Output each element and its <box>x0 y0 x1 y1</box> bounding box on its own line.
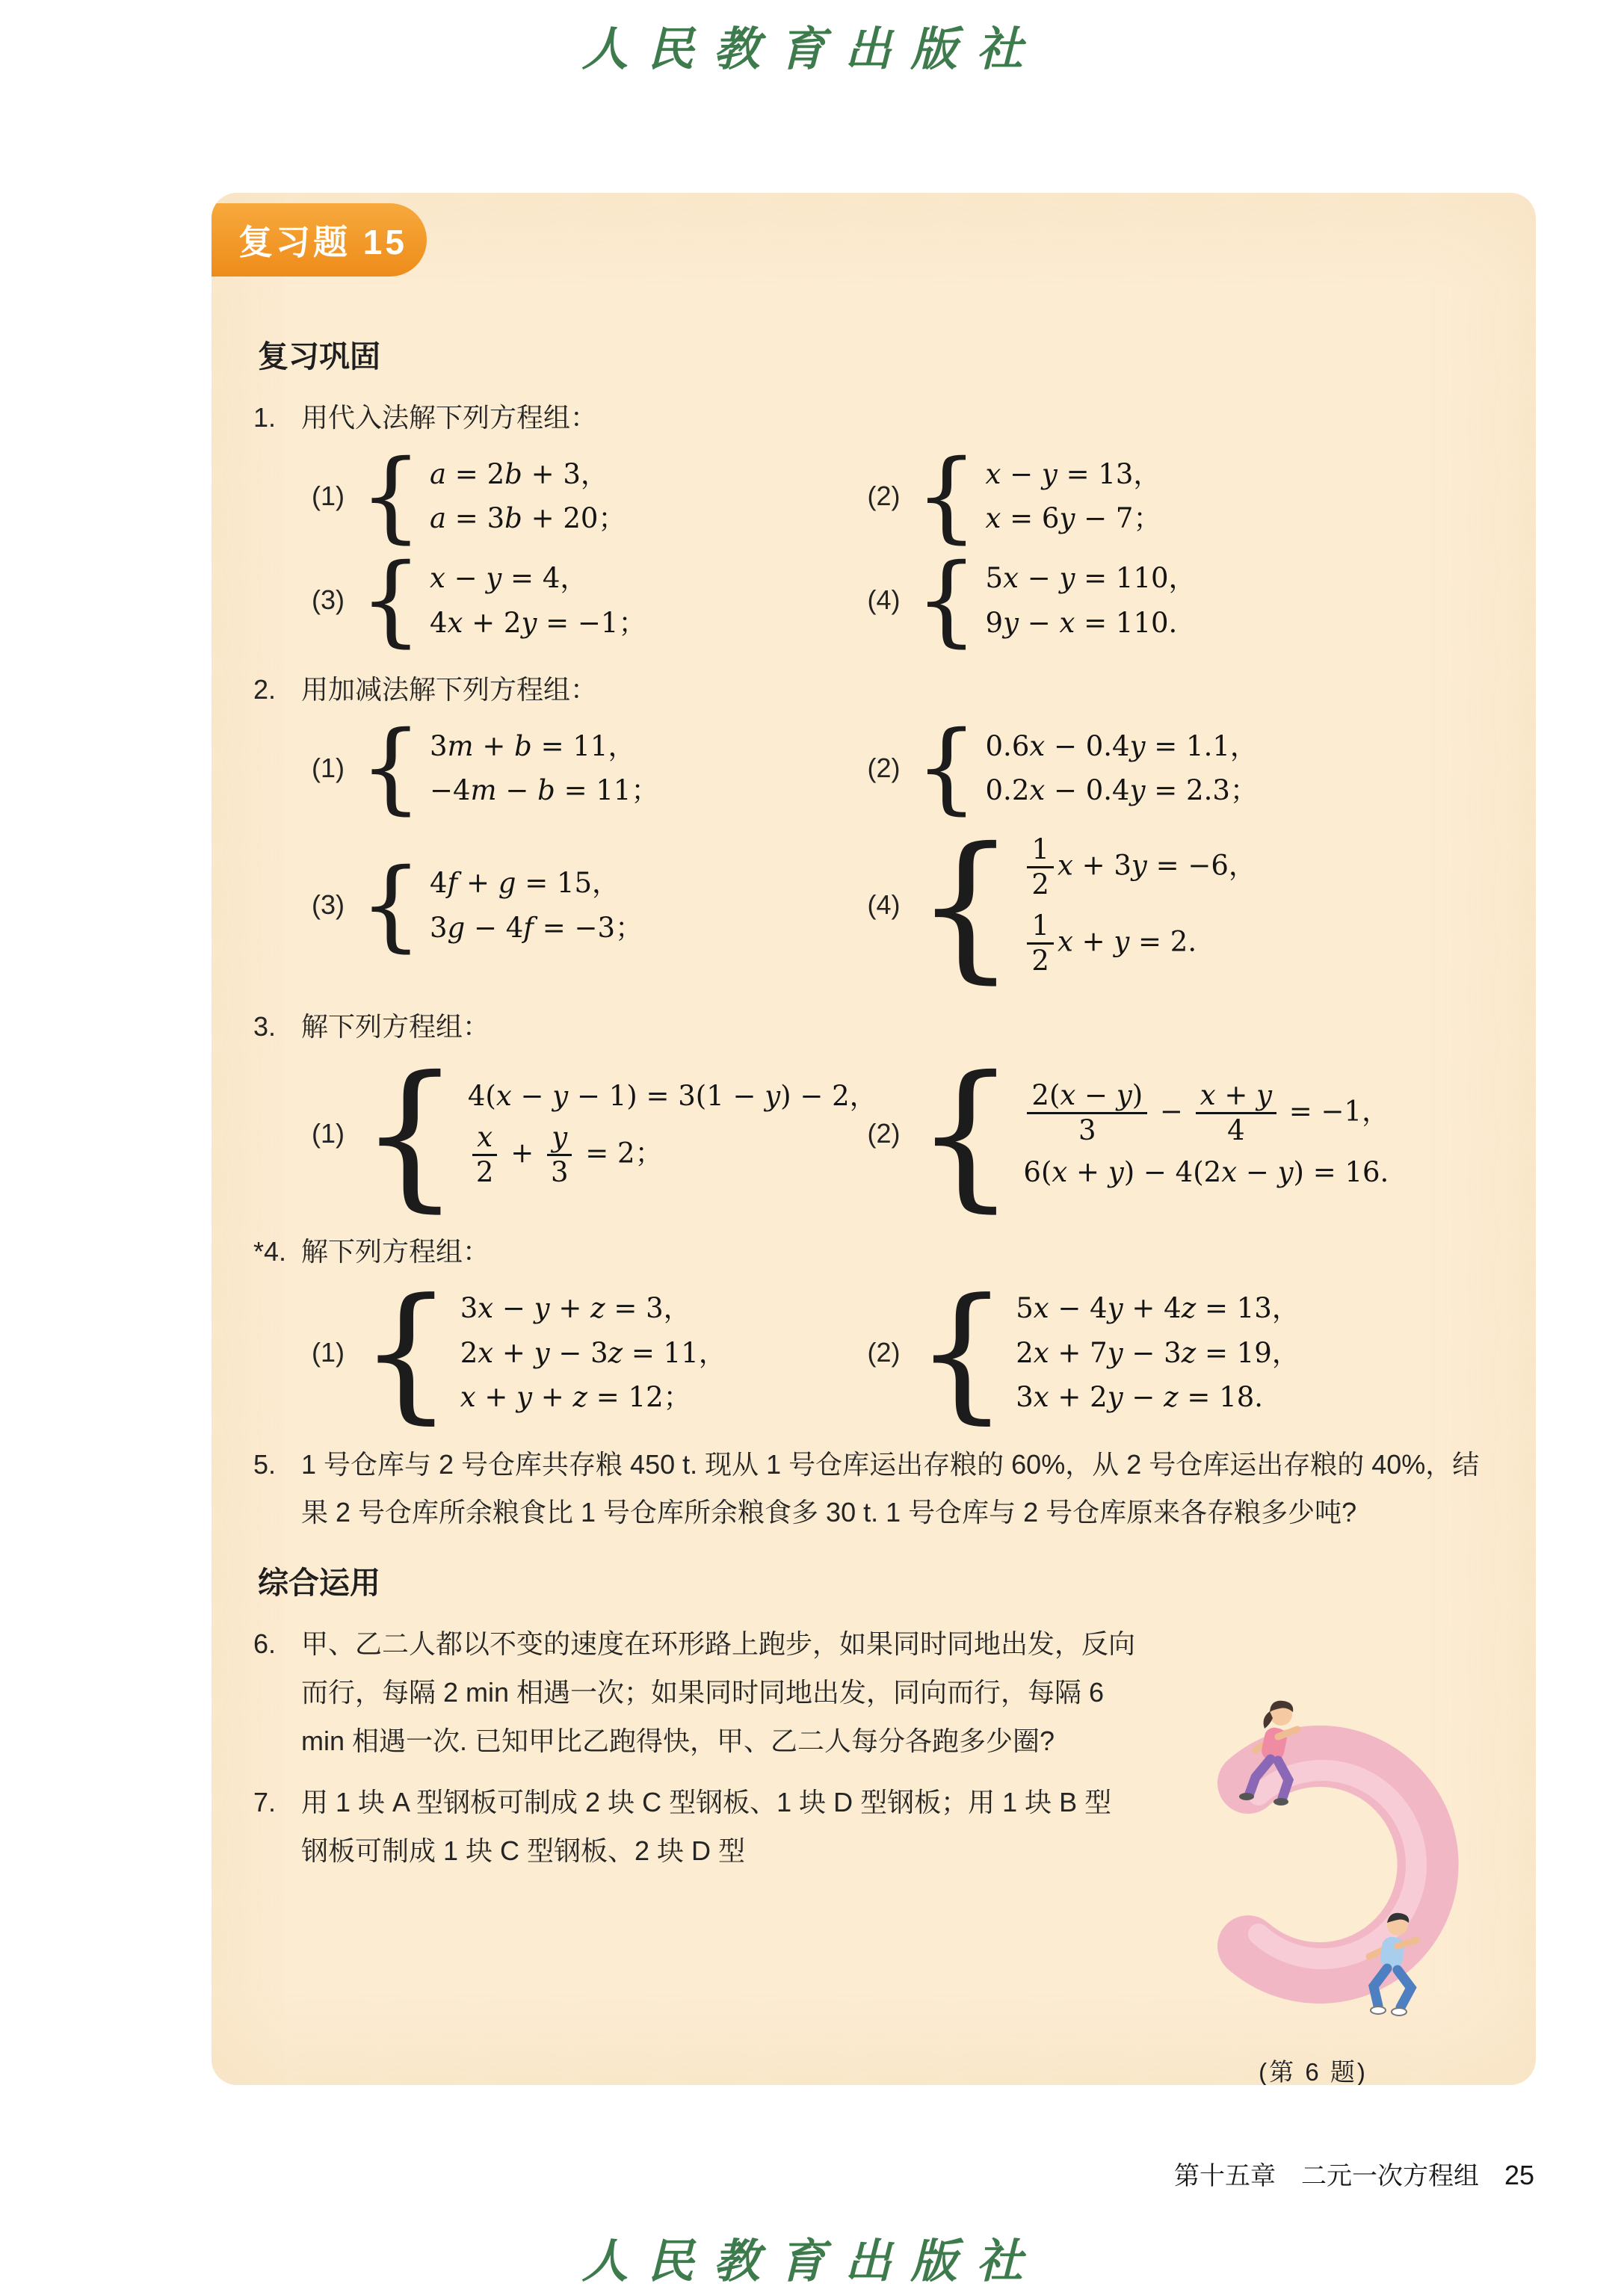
section-heading: 综合运用 <box>258 1566 380 1601</box>
problem-body <box>301 394 1494 658</box>
page-number: 25 <box>1504 2160 1534 2190</box>
equation-system <box>312 438 868 554</box>
fraction <box>472 1121 498 1190</box>
problem-body <box>301 1441 1494 1539</box>
problem-number: 2. <box>253 673 277 705</box>
equation-lines <box>430 723 658 815</box>
equation-line: 2x + y − 3z = 11， <box>460 1336 726 1369</box>
equation-system <box>867 1042 1494 1227</box>
system-label: (1) <box>312 1337 345 1368</box>
problem-number: *4. <box>253 1235 287 1267</box>
figure-problem6 <box>1134 1671 1492 2085</box>
system-label: (4) <box>867 584 901 616</box>
equation-system <box>312 847 868 963</box>
problem-number: 5. <box>253 1448 277 1480</box>
equation-lines <box>468 1072 877 1197</box>
left-brace: { <box>915 543 978 658</box>
left-brace: { <box>359 710 422 826</box>
page-footer <box>1174 2155 1534 2192</box>
fraction <box>546 1121 573 1190</box>
system-label: (3) <box>312 889 345 921</box>
equation-system <box>867 710 1494 826</box>
fraction-numerator: x + y <box>1196 1079 1276 1114</box>
problem <box>253 1228 1494 1439</box>
equation-line: 4f + g = 15， <box>429 867 620 900</box>
equation-line: a = 2b + 3， <box>429 457 608 490</box>
equation-lines <box>1023 1072 1389 1197</box>
equation-line: $\frac{1}{2}$ x + y = 2. <box>1023 909 1256 978</box>
panel-content <box>253 332 1494 1889</box>
problem-body <box>301 1003 1494 1227</box>
problem-text: 用加减法解下列方程组： <box>301 673 598 705</box>
problem <box>253 394 1494 658</box>
problem-body <box>301 666 1494 998</box>
equation-line: 4(x − y − 1) = 3(1 − y) − 2， <box>467 1079 877 1112</box>
equation-line: 2x + 7y − 3z = 19， <box>1016 1336 1300 1369</box>
equation-line: $\frac{2(x - y)}{3}$ − $\frac{x + y}{4}$ = −1， <box>1023 1079 1389 1148</box>
equation-lines <box>430 555 646 646</box>
equation-system <box>867 543 1494 658</box>
fraction-numerator: 1 <box>1027 833 1054 868</box>
equation-lines <box>1016 1285 1300 1421</box>
fraction <box>1196 1079 1276 1148</box>
left-brace: { <box>359 1267 453 1439</box>
problem-body <box>301 1620 1138 1767</box>
system-label: (4) <box>867 889 901 921</box>
system-label: (2) <box>867 481 901 512</box>
systems-grid <box>312 710 1494 998</box>
fraction-numerator: y <box>547 1121 572 1156</box>
fraction <box>1027 1079 1147 1148</box>
running-track-illustration <box>1137 1671 1489 2045</box>
equation-line: 0.6x − 0.4y = 1.1， <box>985 729 1258 762</box>
system-label: (1) <box>312 481 345 512</box>
problem-body <box>301 1228 1494 1439</box>
exercise-panel <box>212 193 1536 2085</box>
equation-line: 3g − 4f = −3； <box>429 911 643 944</box>
equation-lines <box>460 1285 726 1421</box>
equation-line: x = 6y − 7； <box>985 502 1161 535</box>
equation-line: 3x − y + z = 3， <box>460 1292 691 1325</box>
problem-text: 解下列方程组： <box>301 1235 490 1267</box>
equation-line: 6(x + y) − 4(2x − y) = 16. <box>1023 1155 1389 1188</box>
equation-line: 5x − 4y + 4z = 13， <box>1016 1292 1300 1325</box>
left-brace: { <box>915 710 978 826</box>
problem <box>253 666 1494 998</box>
equation-lines <box>430 859 643 951</box>
left-brace: { <box>915 438 978 554</box>
fraction-denominator: 3 <box>550 1156 569 1189</box>
fraction-denominator: 4 <box>1227 1114 1245 1147</box>
equation-line: 3x + 2y − z = 18. <box>1016 1381 1264 1414</box>
left-brace: { <box>915 1267 1009 1439</box>
system-label: (1) <box>312 1118 345 1149</box>
problem-text: 甲、乙二人都以不变的速度在环形路上跑步，如果同时同地出发，反向而行，每隔 2 min 相遇一次；如果同时同地出发，同向而行，每隔 6 min 相遇一次. 已知甲比乙跑得快，甲、乙二人每分各跑多少圈? <box>301 1628 1136 1756</box>
equation-line: $\frac{1}{2}$ x + 3y = −6， <box>1023 833 1256 902</box>
section-heading: 复习巩固 <box>258 339 380 374</box>
fraction-denominator: 2 <box>1031 944 1049 977</box>
problem-body <box>301 1779 1138 1877</box>
fraction-denominator: 2 <box>475 1156 494 1189</box>
equation-line: 4x + 2y = −1； <box>429 606 646 639</box>
equation-lines <box>986 555 1197 646</box>
systems-grid <box>312 438 1494 658</box>
problem-text: 用代入法解下列方程组： <box>301 402 598 433</box>
exercise-title-bar <box>212 203 427 277</box>
fraction <box>1027 833 1054 902</box>
publisher-logo-bottom: 人民教育出版社 <box>581 2234 1043 2288</box>
system-label: (2) <box>867 1337 901 1368</box>
problem-text: 用 1 块 A 型钢板可制成 2 块 C 型钢板、1 块 D 型钢板；用 1 块 B 型钢板可制成 1 块 C 型钢板、2 块 D 型 <box>301 1787 1112 1867</box>
left-brace: { <box>915 1042 1016 1227</box>
equation-line: −4m − b = 11； <box>429 774 659 807</box>
equation-lines <box>1023 826 1256 986</box>
fraction-denominator: 3 <box>1078 1114 1096 1147</box>
left-brace: { <box>915 812 1016 998</box>
equation-lines <box>430 451 626 543</box>
left-brace: { <box>359 1042 460 1227</box>
problem-text: 解下列方程组： <box>301 1011 490 1043</box>
problem <box>253 1441 1494 1539</box>
equation-line: x + y + z = 12； <box>460 1381 691 1414</box>
equation-system <box>312 543 868 658</box>
equation-line: $\frac{x}{2}$ + $\frac{y}{3}$ = 2； <box>468 1121 877 1190</box>
equation-line: a = 3b + 20； <box>429 502 626 535</box>
equation-line: x − y = 13， <box>985 457 1161 490</box>
chapter-title: 第十五章 二元一次方程组 <box>1173 2162 1479 2190</box>
fraction-numerator: x <box>472 1121 497 1156</box>
equation-line: 5x − y = 110， <box>985 562 1197 595</box>
systems-grid <box>312 1267 1494 1439</box>
fraction-numerator: 1 <box>1027 909 1054 945</box>
equation-system <box>867 438 1494 554</box>
equation-line: x − y = 4， <box>429 562 588 595</box>
equation-line: 9y − x = 110. <box>985 606 1178 639</box>
equation-system <box>867 1267 1494 1439</box>
publisher-logo-top: 人民教育出版社 <box>581 22 1043 76</box>
system-label: (3) <box>312 584 345 616</box>
equation-system <box>867 812 1494 998</box>
equation-lines <box>986 451 1161 543</box>
systems-grid <box>312 1042 1494 1227</box>
figure-caption: (第 6 题) <box>1259 2058 1368 2085</box>
problem-number: 6. <box>253 1628 277 1660</box>
problem-number: 1. <box>253 402 277 433</box>
equation-lines <box>986 723 1258 815</box>
fraction <box>1027 909 1054 978</box>
fraction-numerator: 2(x − y) <box>1027 1079 1147 1114</box>
system-label: (1) <box>312 752 345 783</box>
equation-line: 3m + b = 11， <box>429 729 636 762</box>
exercise-title: 复习题 15 <box>238 223 407 262</box>
problem-text: 1 号仓库与 2 号仓库共存粮 450 t. 现从 1 号仓库运出存粮的 60%，从 2 号仓库运出存粮的 40%，结果 2 号仓库所余粮食比 1 号仓库所余粮食多 30 t. 1 号仓库与 2 号仓库原来各存粮多少吨? <box>301 1448 1480 1528</box>
left-brace: { <box>359 847 422 963</box>
equation-system <box>312 1042 877 1227</box>
equation-system <box>312 1267 868 1439</box>
system-label: (2) <box>867 1118 901 1149</box>
left-brace: { <box>359 438 422 554</box>
equation-system <box>312 710 868 826</box>
equation-line: 0.2x − 0.4y = 2.3； <box>985 774 1258 807</box>
problem <box>253 1003 1494 1227</box>
fraction-denominator: 2 <box>1031 868 1049 901</box>
problem-number: 3. <box>253 1011 277 1043</box>
problem-number: 7. <box>253 1787 277 1818</box>
system-label: (2) <box>867 752 901 783</box>
left-brace: { <box>359 543 422 658</box>
